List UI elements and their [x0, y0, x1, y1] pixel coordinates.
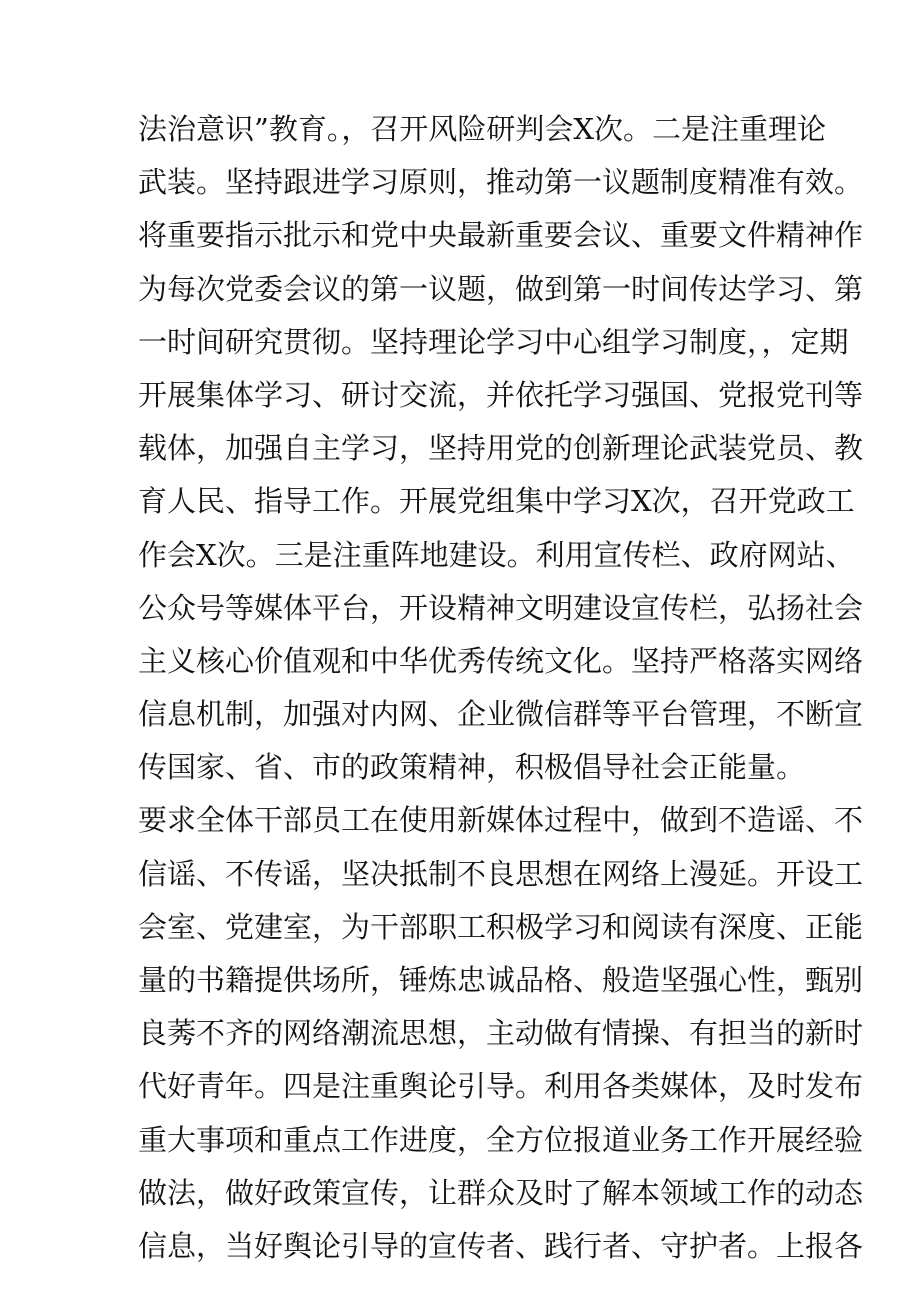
- text-line: 信息机制，加强对内网、企业微信群等平台管理，不断宣: [138, 697, 864, 732]
- text-line: 载体，加强自主学习，坚持用党的创新理论武装党员、教: [138, 431, 864, 466]
- text-line: 开展集体学习、研讨交流，并依托学习强国、党报党刊等: [138, 377, 864, 412]
- text-line: 传国家、省、市的政策精神，积极倡导社会正能量。: [138, 750, 806, 785]
- text-line: 信谣、不传谣，坚决抵制不良思想在网络上漫延。开设工: [138, 856, 864, 891]
- text-line: 武装。坚持跟进学习原则，推动第一议题制度精准有效。: [138, 165, 864, 200]
- text-line: 会室、党建室，为干部职工积极学习和阅读有深度、正能: [138, 909, 864, 944]
- text-line: 量的书籍提供场所，锤炼忠诚品格、般造坚强心性，甄别: [138, 963, 864, 997]
- text-line: 要求全体干部员工在使用新媒体过程中，做到不造谣、不: [138, 803, 864, 838]
- text-line: 作会X次。三是注重阵地建设。利用宣传栏、政府网站、: [138, 537, 855, 572]
- text-line: 信息，当好舆论引导的宣传者、践行者、守护者。上报各: [138, 1228, 864, 1263]
- text-line: 重大事项和重点工作进度，全方位报道业务工作开展经验: [138, 1122, 864, 1157]
- text-line: 良莠不齐的网络潮流思想，主动做有情操、有担当的新时: [138, 1016, 864, 1051]
- text-line: 公众号等媒体平台，开设精神文明建设宣传栏，弘扬社会: [138, 590, 864, 625]
- text-line: 主义核心价值观和中华优秀传统文化。坚持严格落实网络: [138, 643, 864, 678]
- text-line: 做法，做好政策宣传，让群众及时了解本领域工作的动态: [138, 1175, 864, 1210]
- text-line: 法治意识”教育。，召开风险研判会X次。二是注重理论: [138, 112, 826, 146]
- text-line: 一时间研究贯彻。坚持理论学习中心组学习制度，，定期: [138, 324, 849, 359]
- body-text: [138, 103, 864, 1273]
- text-line: 为每次党委会议的第一议题，做到第一时间传达学习、第: [138, 271, 864, 306]
- text-line: 将重要指示批示和党中央最新重要会议、重要文件精神作: [138, 218, 864, 253]
- text-line: 育人民、指导工作。开展党组集中学习X次，召开党政工: [138, 484, 855, 519]
- text-line: 代好青年。四是注重舆论引导。利用各类媒体，及时发布: [138, 1069, 864, 1104]
